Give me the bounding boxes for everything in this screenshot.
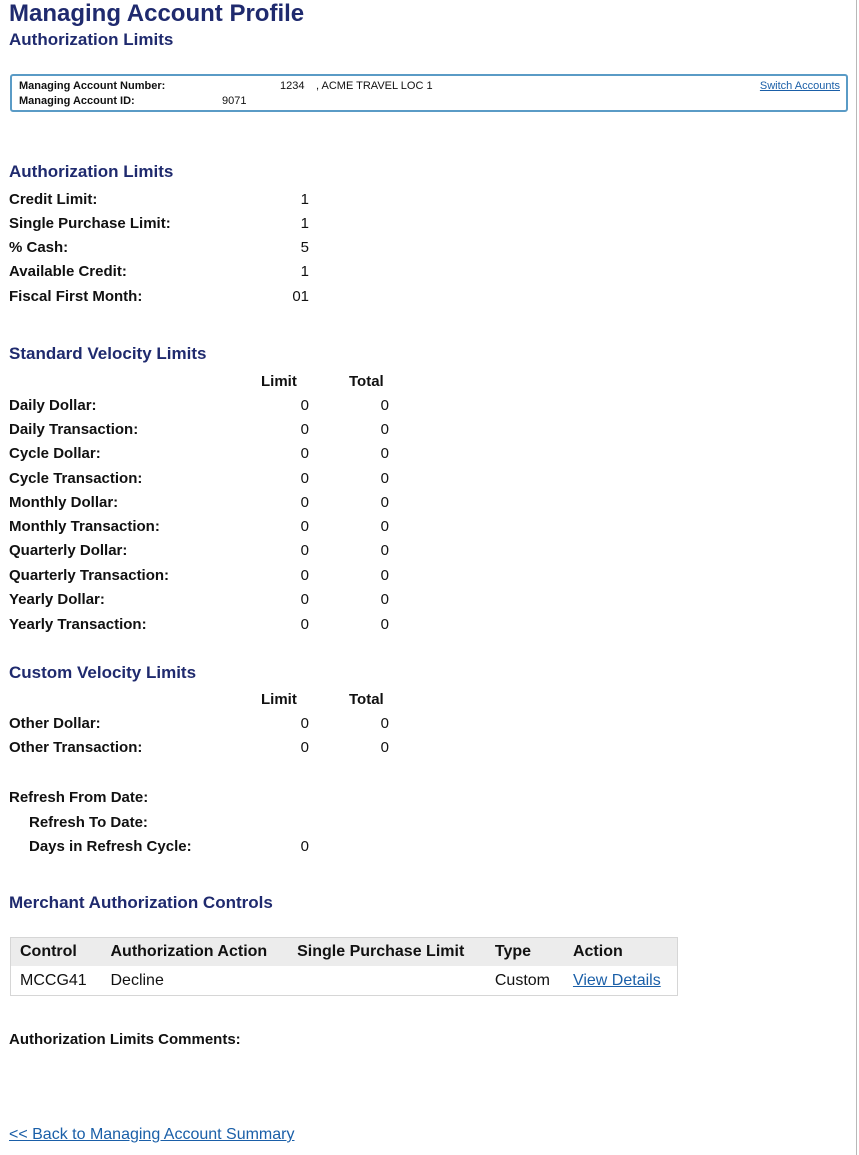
velocity-limit-value: 0 — [300, 470, 309, 487]
velocity-label: Other Dollar: — [9, 715, 101, 732]
custom-limit-col-header: Limit — [261, 691, 297, 708]
control-cell: MCCG41 — [20, 971, 87, 989]
auth-limit-label: Single Purchase Limit: — [9, 215, 171, 232]
account-id-value: 9071 — [222, 95, 247, 107]
velocity-limit-value: 0 — [300, 542, 309, 559]
velocity-limit-value: 0 — [300, 421, 309, 438]
auth-limit-row — [9, 239, 409, 259]
velocity-label: Other Transaction: — [9, 739, 143, 756]
custom-velocity-row — [9, 739, 409, 759]
velocity-total-value: 0 — [380, 518, 389, 535]
velocity-label: Quarterly Transaction: — [9, 567, 170, 584]
standard-velocity-row — [9, 494, 409, 514]
merchant-controls-table — [10, 937, 678, 996]
velocity-label: Cycle Transaction: — [9, 470, 143, 487]
velocity-total-value: 0 — [380, 421, 389, 438]
velocity-limit-value: 0 — [300, 715, 309, 732]
auth-limit-row — [9, 288, 409, 308]
velocity-limit-value: 0 — [300, 616, 309, 633]
velocity-total-value: 0 — [380, 591, 389, 608]
auth-limit-label: % Cash: — [9, 239, 69, 256]
velocity-total-value: 0 — [380, 445, 389, 462]
velocity-label: Yearly Dollar: — [9, 591, 105, 608]
refresh-days-row — [9, 838, 409, 858]
auth-limit-label: Fiscal First Month: — [9, 288, 143, 305]
auth-limit-label: Credit Limit: — [9, 191, 98, 208]
velocity-limit-value: 0 — [300, 445, 309, 462]
velocity-label: Daily Transaction: — [9, 421, 139, 438]
column-header-single-purchase-limit: Single Purchase Limit — [288, 938, 486, 967]
standard-velocity-row — [9, 421, 409, 441]
auth-limit-label: Available Credit: — [9, 263, 127, 280]
standard-velocity-row — [9, 567, 409, 587]
account-number-value: 1234 — [280, 80, 305, 92]
comments-label: Authorization Limits Comments: — [9, 1031, 241, 1048]
refresh-days-label: Days in Refresh Cycle: — [29, 838, 192, 855]
refresh-from-label: Refresh From Date: — [9, 789, 149, 806]
auth-limit-value: 5 — [300, 239, 309, 256]
velocity-total-value: 0 — [380, 542, 389, 559]
velocity-label: Monthly Dollar: — [9, 494, 119, 511]
account-id-label: Managing Account ID: — [19, 95, 135, 107]
page-right-border — [856, 0, 857, 1155]
standard-velocity-heading: Standard Velocity Limits — [9, 344, 207, 363]
standard-velocity-row — [9, 616, 409, 636]
standard-velocity-row — [9, 445, 409, 465]
account-info-box — [10, 74, 848, 112]
comments-row — [9, 1031, 409, 1051]
auth-action-cell: Decline — [110, 971, 164, 989]
refresh-to-label: Refresh To Date: — [29, 814, 148, 831]
auth-limit-value: 1 — [300, 215, 309, 232]
velocity-limit-value: 0 — [300, 567, 309, 584]
authorization-limits-heading: Authorization Limits — [9, 162, 174, 181]
standard-velocity-row — [9, 591, 409, 611]
velocity-total-value: 0 — [380, 739, 389, 756]
custom-velocity-row — [9, 715, 409, 735]
standard-limit-col-header: Limit — [261, 373, 297, 390]
standard-velocity-row — [9, 397, 409, 417]
auth-limit-row — [9, 191, 409, 211]
merchant-controls-heading: Merchant Authorization Controls — [9, 893, 273, 912]
auth-limit-value: 01 — [292, 288, 309, 305]
standard-total-col-header: Total — [349, 373, 384, 390]
standard-velocity-row — [9, 542, 409, 562]
switch-accounts-link[interactable]: Switch Accounts — [759, 80, 840, 92]
velocity-limit-value: 0 — [300, 739, 309, 756]
auth-limit-row — [9, 215, 409, 235]
velocity-limit-value: 0 — [300, 591, 309, 608]
auth-limit-row — [9, 263, 409, 283]
account-name-value: , ACME TRAVEL LOC 1 — [316, 80, 433, 92]
custom-total-col-header: Total — [349, 691, 384, 708]
column-header-control: Control — [11, 938, 102, 967]
single-purchase-limit-cell — [288, 966, 486, 996]
velocity-label: Cycle Dollar: — [9, 445, 101, 462]
column-header-authorization-action: Authorization Action — [101, 938, 288, 967]
velocity-limit-value: 0 — [300, 518, 309, 535]
account-number-label: Managing Account Number: — [19, 80, 166, 92]
velocity-label: Yearly Transaction: — [9, 616, 147, 633]
velocity-total-value: 0 — [380, 494, 389, 511]
velocity-total-value: 0 — [380, 470, 389, 487]
auth-limit-value: 1 — [300, 263, 309, 280]
auth-limit-value: 1 — [300, 191, 309, 208]
custom-velocity-heading: Custom Velocity Limits — [9, 663, 197, 682]
velocity-label: Monthly Transaction: — [9, 518, 160, 535]
refresh-days-value: 0 — [300, 838, 309, 855]
table-row — [11, 966, 678, 996]
refresh-from-row — [9, 789, 409, 809]
column-header-type: Type — [486, 938, 564, 967]
standard-velocity-row — [9, 518, 409, 538]
standard-velocity-row — [9, 470, 409, 490]
back-to-summary-link[interactable]: << Back to Managing Account Summary — [9, 1126, 295, 1143]
page-subtitle: Authorization Limits — [9, 30, 174, 49]
page-title: Managing Account Profile — [9, 0, 305, 27]
velocity-total-value: 0 — [380, 567, 389, 584]
velocity-label: Daily Dollar: — [9, 397, 97, 414]
column-header-action: Action — [564, 938, 678, 967]
velocity-limit-value: 0 — [300, 494, 309, 511]
velocity-total-value: 0 — [380, 397, 389, 414]
type-cell: Custom — [494, 971, 550, 989]
view-details-link[interactable]: View Details — [572, 971, 661, 989]
velocity-total-value: 0 — [380, 616, 389, 633]
table-header-row — [11, 938, 678, 967]
velocity-label: Quarterly Dollar: — [9, 542, 128, 559]
velocity-limit-value: 0 — [300, 397, 309, 414]
velocity-total-value: 0 — [380, 715, 389, 732]
refresh-to-row — [9, 814, 409, 834]
